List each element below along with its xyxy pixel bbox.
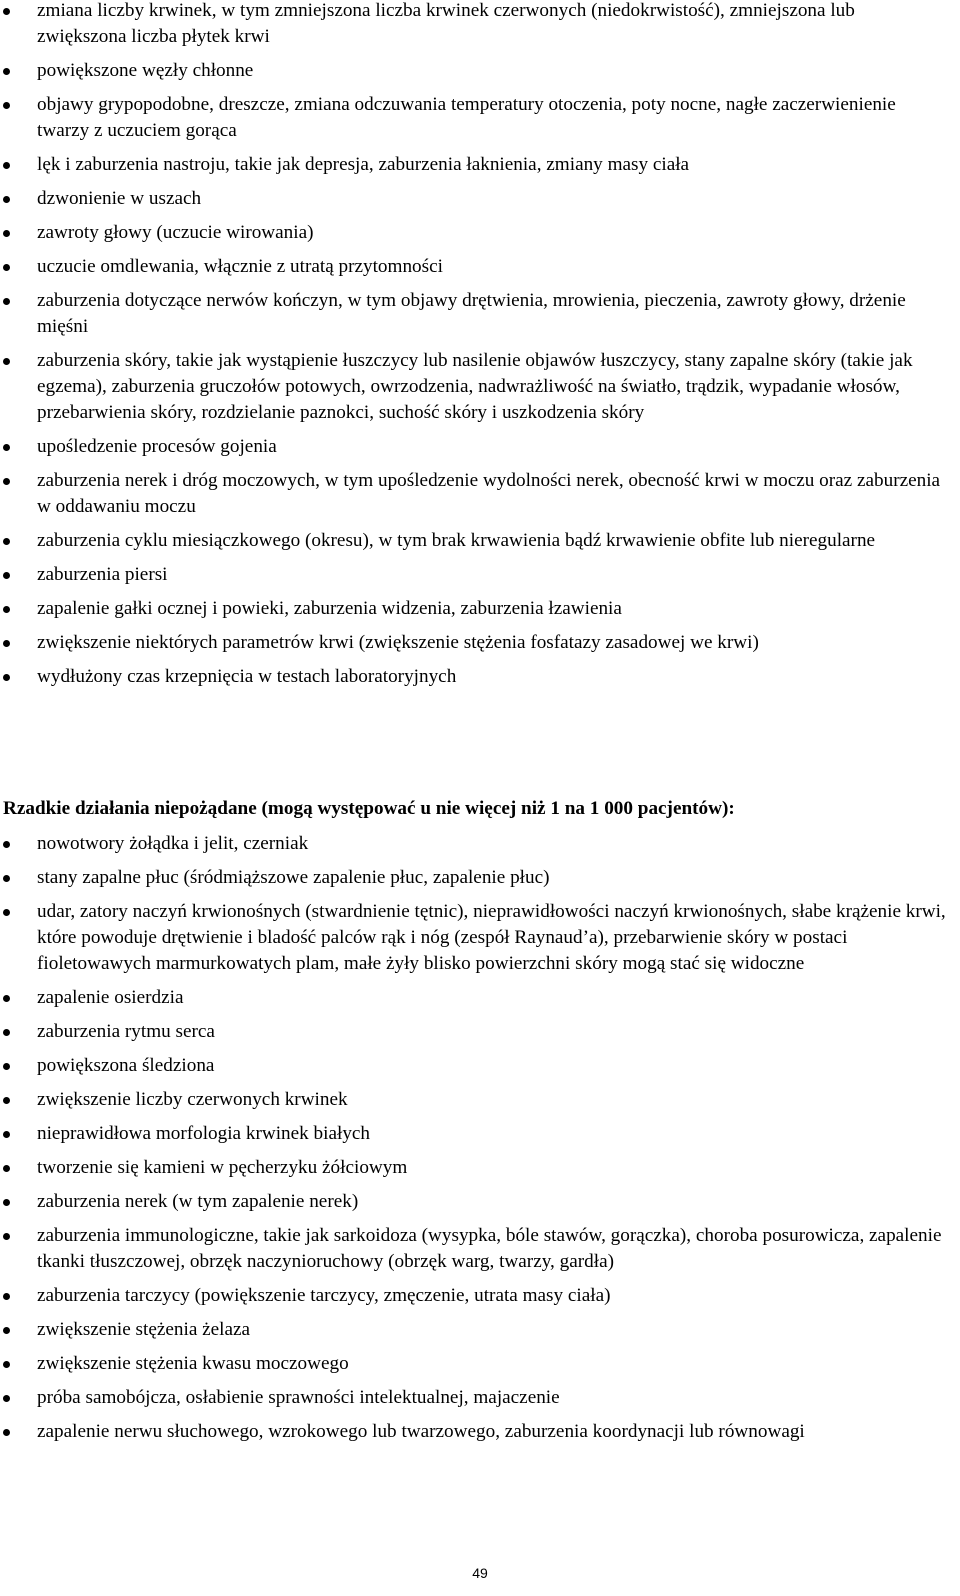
list-item: powiększona śledziona <box>0 1053 960 1079</box>
list-item: nowotwory żołądka i jelit, czerniak <box>0 831 960 857</box>
list-item: zapalenie osierdzia <box>0 985 960 1011</box>
list-item: zwiększenie liczby czerwonych krwinek <box>0 1087 960 1113</box>
list-item: zaburzenia nerek i dróg moczowych, w tym upośledzenie wydolności nerek, obecność krwi w moczu oraz zaburzenia w oddawaniu moczu <box>0 468 960 520</box>
list-item: zaburzenia piersi <box>0 562 960 588</box>
frequent-side-effects-list <box>0 0 960 698</box>
list-item: zaburzenia nerek (w tym zapalenie nerek) <box>0 1189 960 1215</box>
list-item: zwiększenie niektórych parametrów krwi (zwiększenie stężenia fosfatazy zasadowej we krwi) <box>0 630 960 656</box>
list-item: zaburzenia tarczycy (powiększenie tarczycy, zmęczenie, utrata masy ciała) <box>0 1283 960 1309</box>
list-item: zwiększenie stężenia kwasu moczowego <box>0 1351 960 1377</box>
list-item: zaburzenia rytmu serca <box>0 1019 960 1045</box>
list-item: udar, zatory naczyń krwionośnych (stwardnienie tętnic), nieprawidłowości naczyń krwionośnych, słabe krążenie krwi, które powoduje drętwienie i bladość palców rąk i nóg (zespół Raynaud’a), przebarwienie skóry w postaci fioletowawych marmurkowatych plam, małe żyły blisko powierzchni skóry mogą stać się widoczne <box>0 899 960 977</box>
rare-side-effects-heading: Rzadkie działania niepożądane (mogą występować u nie więcej niż 1 na 1 000 pacjentów): <box>3 798 735 819</box>
list-item: objawy grypopodobne, dreszcze, zmiana odczuwania temperatury otoczenia, poty nocne, nagłe zaczerwienienie twarzy z uczuciem gorąca <box>0 92 960 144</box>
list-item: zapalenie gałki ocznej i powieki, zaburzenia widzenia, zaburzenia łzawienia <box>0 596 960 622</box>
page-number: 49 <box>472 1565 488 1581</box>
list-item: zaburzenia immunologiczne, takie jak sarkoidoza (wysypka, bóle stawów, gorączka), choroba posurowicza, zapalenie tkanki tłuszczowej, obrzęk naczynioruchowy (obrzęk warg, twarzy, gardła) <box>0 1223 960 1275</box>
list-item: stany zapalne płuc (śródmiąższowe zapalenie płuc, zapalenie płuc) <box>0 865 960 891</box>
list-item: zmiana liczby krwinek, w tym zmniejszona liczba krwinek czerwonych (niedokrwistość), zmniejszona lub zwiększona liczba płytek krwi <box>0 0 960 50</box>
list-item: dzwonienie w uszach <box>0 186 960 212</box>
list-item: lęk i zaburzenia nastroju, takie jak depresja, zaburzenia łaknienia, zmiany masy ciała <box>0 152 960 178</box>
list-item: tworzenie się kamieni w pęcherzyku żółciowym <box>0 1155 960 1181</box>
list-item: próba samobójcza, osłabienie sprawności intelektualnej, majaczenie <box>0 1385 960 1411</box>
list-item: nieprawidłowa morfologia krwinek białych <box>0 1121 960 1147</box>
list-item: zapalenie nerwu słuchowego, wzrokowego lub twarzowego, zaburzenia koordynacji lub równowagi <box>0 1419 960 1445</box>
rare-side-effects-list <box>0 831 960 1453</box>
list-item: wydłużony czas krzepnięcia w testach laboratoryjnych <box>0 664 960 690</box>
list-item: uczucie omdlewania, włącznie z utratą przytomności <box>0 254 960 280</box>
list-item: zawroty głowy (uczucie wirowania) <box>0 220 960 246</box>
list-item: zwiększenie stężenia żelaza <box>0 1317 960 1343</box>
list-item: zaburzenia cyklu miesiączkowego (okresu), w tym brak krwawienia bądź krwawienie obfite lub nieregularne <box>0 528 960 554</box>
list-item: upośledzenie procesów gojenia <box>0 434 960 460</box>
list-item: zaburzenia dotyczące nerwów kończyn, w tym objawy drętwienia, mrowienia, pieczenia, zawroty głowy, drżenie mięśni <box>0 288 960 340</box>
list-item: zaburzenia skóry, takie jak wystąpienie łuszczycy lub nasilenie objawów łuszczycy, stany zapalne skóry (takie jak egzema), zaburzenia gruczołów potowych, owrzodzenia, nadwrażliwość na światło, trądzik, wypadanie włosów, przebarwienia skóry, rozdzielanie paznokci, suchość skóry i uszkodzenia skóry <box>0 348 960 426</box>
list-item: powiększone węzły chłonne <box>0 58 960 84</box>
